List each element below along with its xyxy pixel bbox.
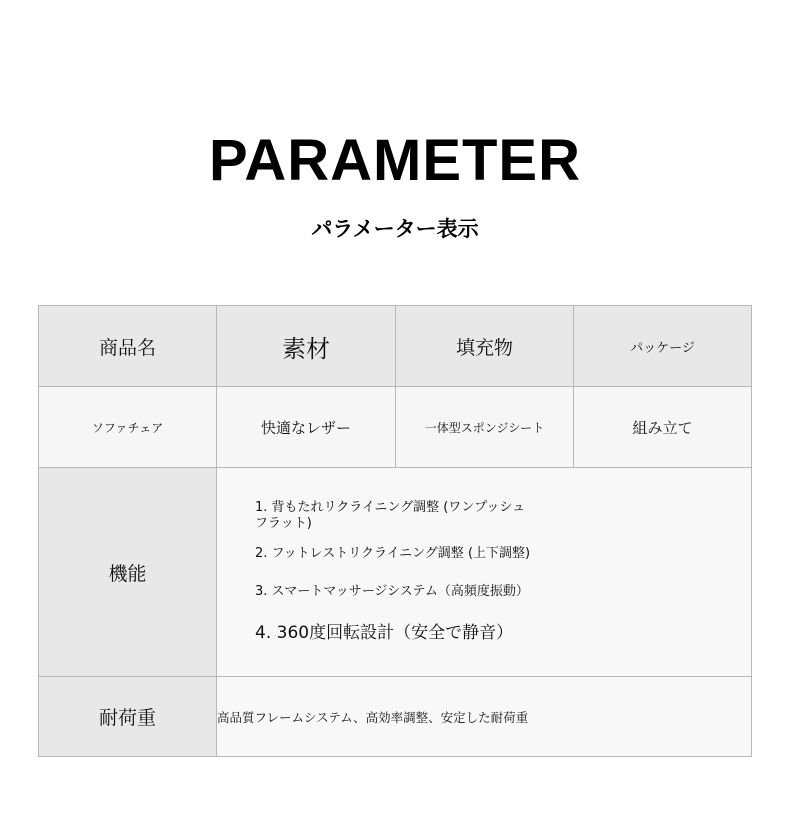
value-material: 快適なレザー: [217, 387, 396, 468]
value-package: 組み立て: [574, 387, 752, 468]
feature-item: 4. 360度回転設計（安全で静音）: [255, 623, 514, 643]
features-label: 機能: [39, 468, 217, 677]
features-cell: [217, 468, 752, 677]
parameter-table: [38, 305, 752, 757]
feature-item: 2. フットレストリクライニング調整 (上下調整): [255, 546, 531, 561]
table-load-row: [39, 677, 752, 757]
header-material: 素材: [217, 306, 396, 387]
load-description: 高品質フレームシステム、高効率調整、安定した耐荷重: [217, 677, 752, 757]
page-title: PARAMETER: [208, 128, 582, 193]
header-product-name: 商品名: [39, 306, 217, 387]
feature-item: 1. 背もたれリクライニング調整 (ワンプッシュフラット): [255, 500, 526, 531]
load-label: 耐荷重: [39, 677, 217, 757]
table-features-row: [39, 468, 752, 677]
features-list: [217, 500, 751, 644]
page-subtitle: パラメーター表示: [311, 217, 479, 241]
table-value-row: [39, 387, 752, 468]
table-header-row: [39, 306, 752, 387]
value-filling: 一体型スポンジシート: [396, 387, 574, 468]
header-package: パッケージ: [574, 306, 752, 387]
value-product-name: ソファチェア: [39, 387, 217, 468]
feature-item: 3. スマートマッサージシステム（高頻度振動）: [255, 584, 529, 599]
header-filling: 填充物: [396, 306, 574, 387]
